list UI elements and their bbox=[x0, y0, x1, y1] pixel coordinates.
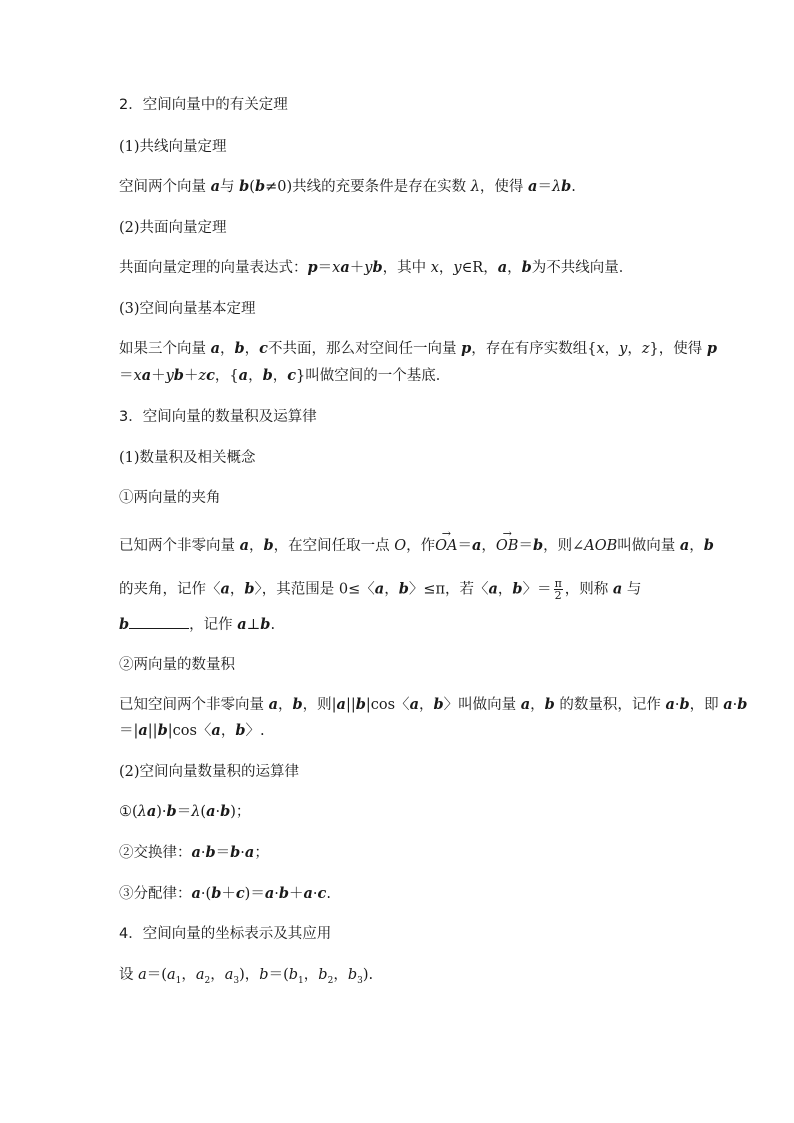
section-4-title: 4．空间向量的坐标表示及其应用 bbox=[119, 926, 332, 942]
angle-between-vectors-title: ①两向量的夹角 bbox=[119, 490, 221, 506]
dot-product-title: ②两向量的数量积 bbox=[119, 657, 235, 673]
subsection-coplanar-title: (2)共面向量定理 bbox=[119, 220, 227, 236]
vector-OA: → OA bbox=[435, 536, 457, 556]
subsection-laws-title: (2)空间向量数量积的运算律 bbox=[119, 764, 300, 780]
basis-theorem-line-2: ＝xa＋yb＋zc，{a，b，c}叫做空间的一个基底． bbox=[119, 367, 451, 384]
law-scalar-associativity: ①(λa)·b＝λ(a·b)； bbox=[119, 803, 251, 820]
collinear-theorem-text: 空间两个向量 a与 b(b≠0)共线的充要条件是存在实数 λ，使得 a＝λb. bbox=[119, 178, 576, 195]
section-2-title: 2．空间向量中的有关定理 bbox=[119, 97, 288, 113]
dot-product-line-2: ＝|a||b|cos〈a，b〉. bbox=[119, 722, 265, 739]
answer-blank bbox=[129, 614, 189, 629]
angle-definition-line-3: b ，记作 a⊥b. bbox=[119, 616, 276, 633]
fraction-pi-over-2: $\frac{\pi}{2}$ bbox=[554, 577, 562, 602]
angle-definition-line-1: 已知两个非零向量 a，b，在空间任取一点 O，作→ OA＝a，→ OB＝b，则∠AOB叫做向量 a，b bbox=[119, 536, 714, 556]
dot-product-line-1: 已知空间两个非零向量 a，b，则|a||b|cos〈a，b〉叫做向量 a，b 的数量积，记作 a·b，即 a·b bbox=[119, 696, 748, 713]
coplanar-theorem-text: 共面向量定理的向量表达式：p＝xa＋yb，其中 x，y∈R，a，b为不共线向量． bbox=[119, 259, 634, 276]
basis-theorem-line-1: 如果三个向量 a，b，c不共面，那么对空间任一向量 p，存在有序实数组{x，y，z}，使得 p bbox=[119, 340, 717, 357]
section-3-title: 3．空间向量的数量积及运算律 bbox=[119, 409, 317, 425]
vector-OB: → OB bbox=[496, 536, 519, 556]
law-commutative: ②交换律：a·b＝b·a； bbox=[119, 844, 269, 861]
coordinate-definition: 设 $a=(a_1$，$a_2$，$a_3$)，$b=(b_1$，$b_2$，$b_3$). bbox=[119, 967, 374, 986]
law-distributive: ③分配律：a·(b＋c)＝a·b＋a·c. bbox=[119, 885, 331, 902]
subsection-dot-product-concepts-title: (1)数量积及相关概念 bbox=[119, 450, 256, 466]
angle-definition-line-2: 的夹角，记作〈a，b〉，其范围是 0≤〈a，b〉≤π，若〈a，b〉＝ $\frac{\pi}{2}$ ，则称 a 与 bbox=[119, 577, 642, 602]
subsection-collinear-title: (1)共线向量定理 bbox=[119, 139, 227, 155]
subsection-basis-title: (3)空间向量基本定理 bbox=[119, 301, 256, 317]
